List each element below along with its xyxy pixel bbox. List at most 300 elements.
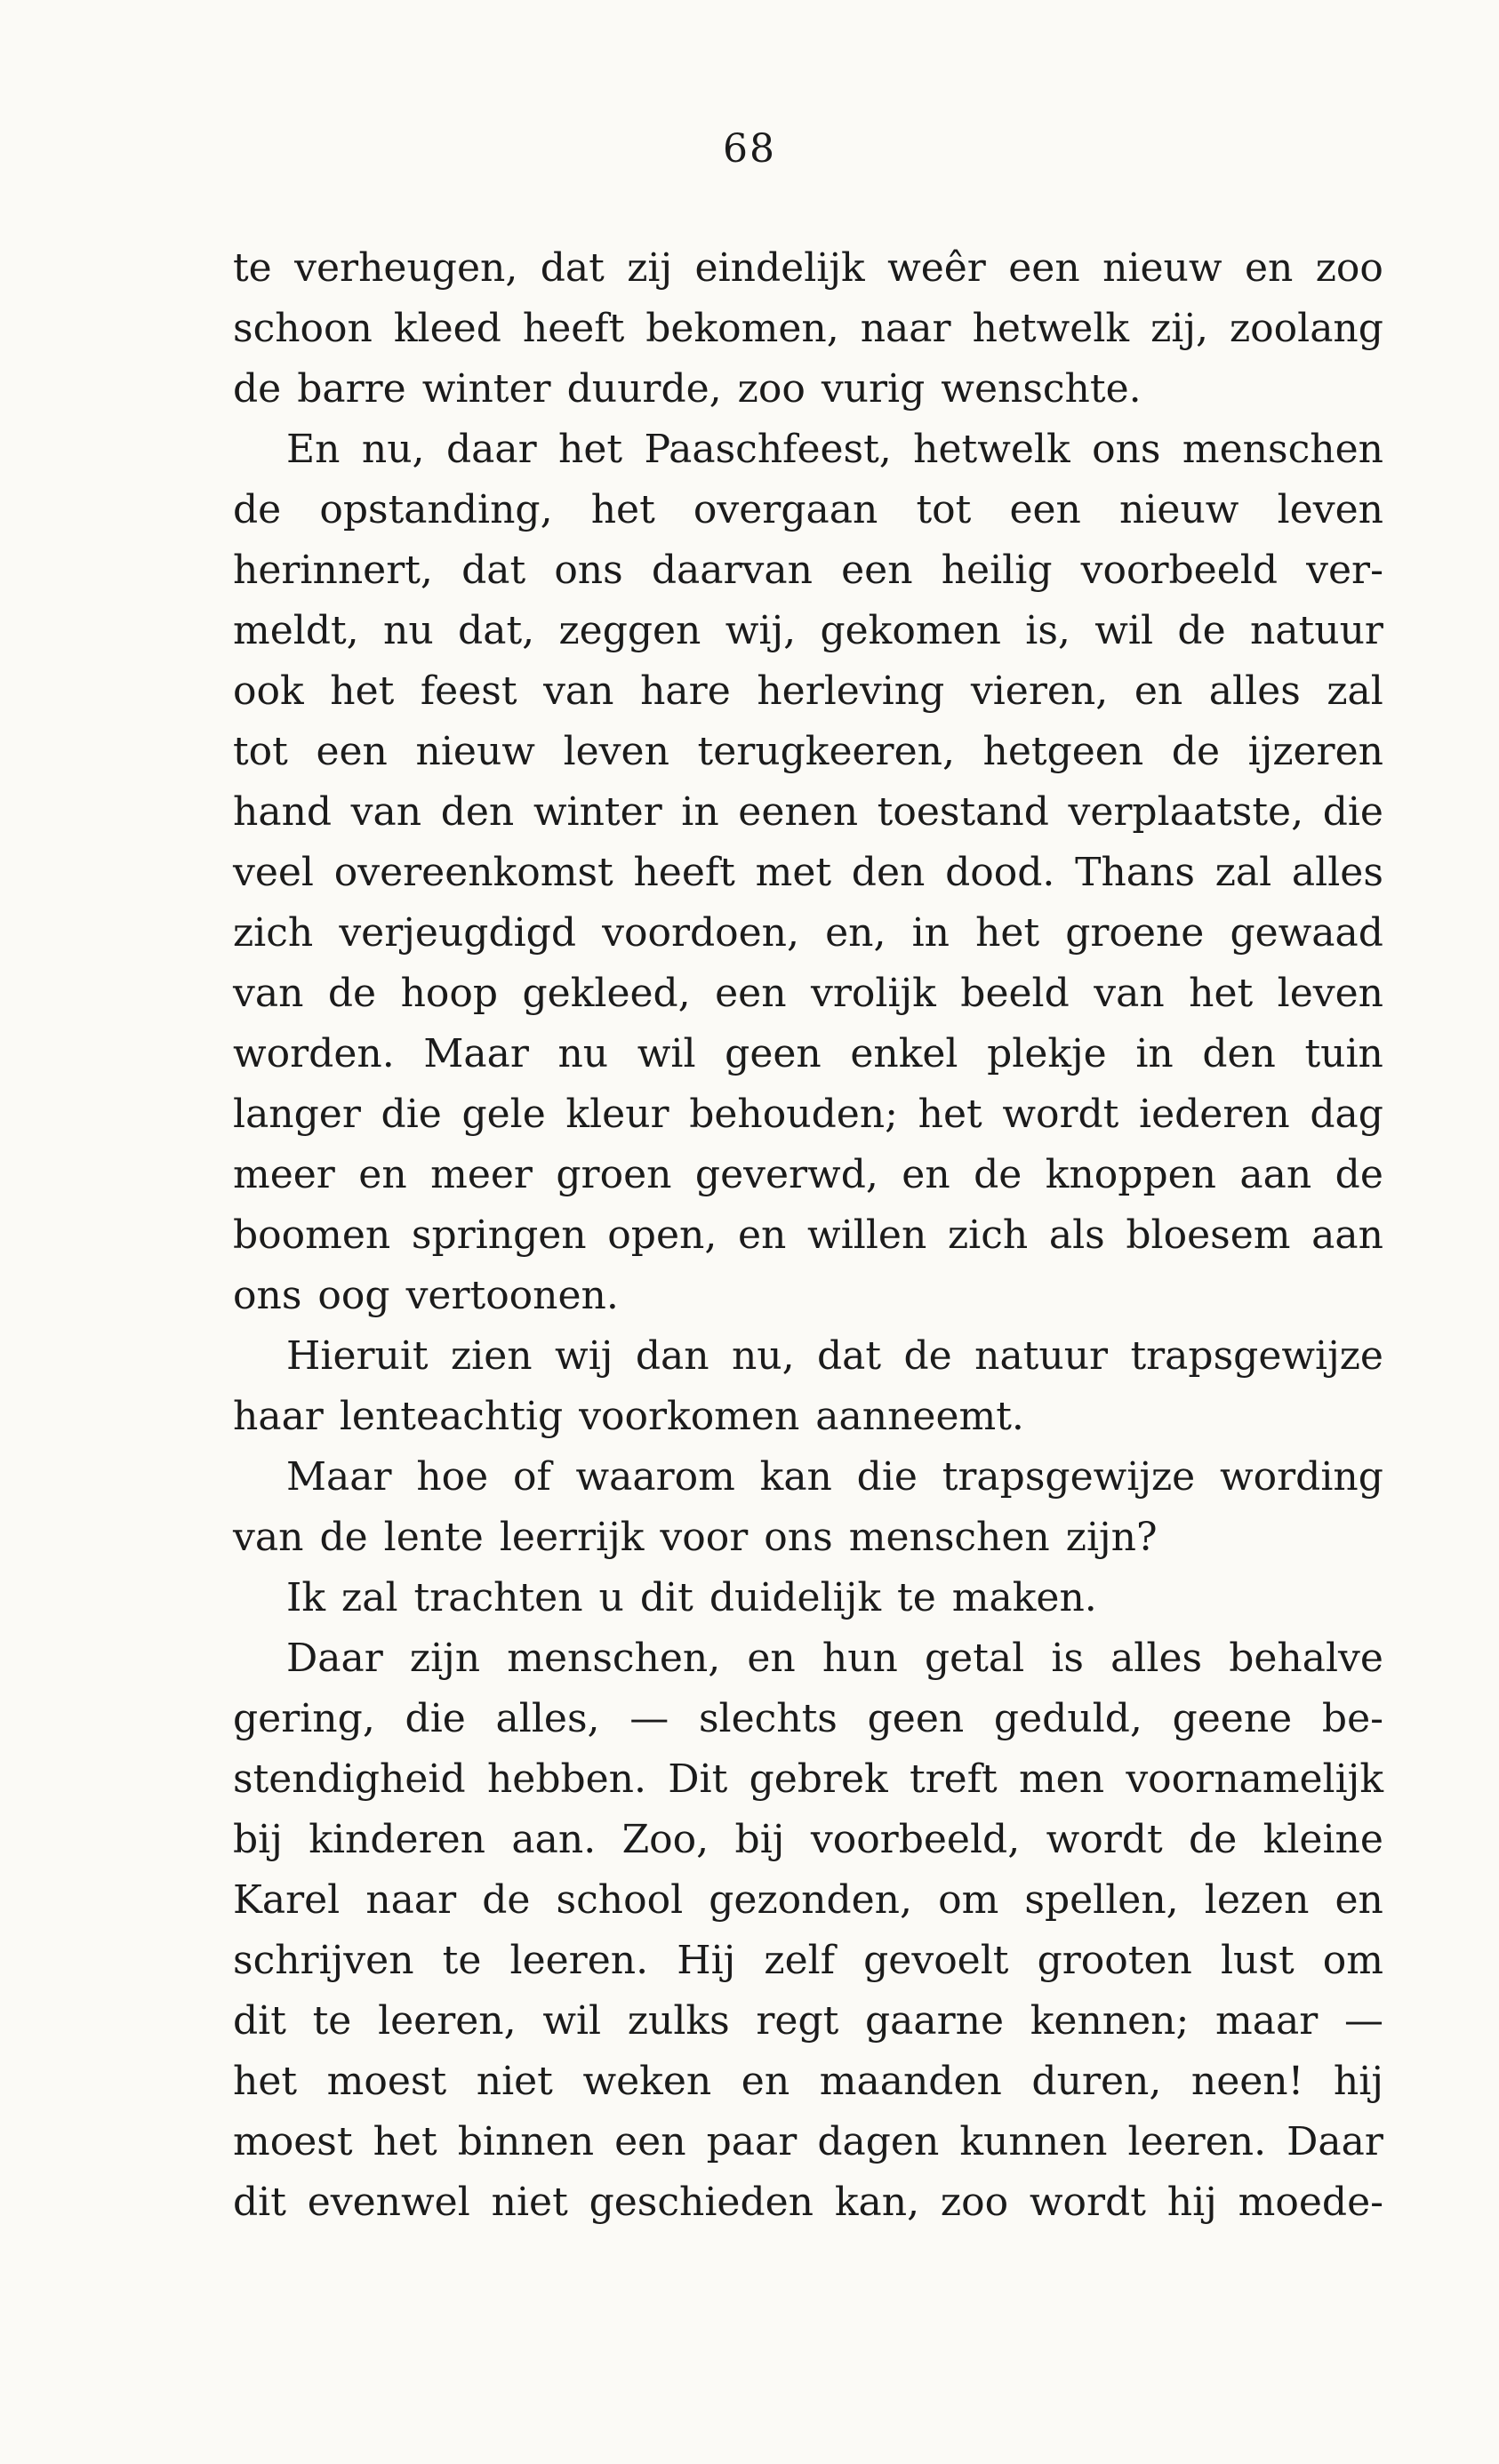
word: hun bbox=[822, 1636, 898, 1681]
word: een bbox=[715, 971, 787, 1016]
text-line bbox=[233, 1749, 1383, 1810]
word: willen bbox=[807, 1212, 927, 1258]
word: alles, bbox=[495, 1696, 600, 1741]
word: dit bbox=[233, 1998, 286, 2044]
word: meer bbox=[233, 1152, 335, 1197]
word: Karel bbox=[233, 1877, 341, 1923]
word: aanneemt. bbox=[815, 1394, 1024, 1439]
word: schrijven bbox=[233, 1938, 414, 1983]
text-line bbox=[233, 299, 1383, 359]
word: toestand bbox=[877, 789, 1049, 835]
word: springen bbox=[411, 1212, 587, 1258]
word: natuur bbox=[1249, 608, 1383, 653]
word: gaarne bbox=[865, 1998, 1005, 2044]
word: dag bbox=[1310, 1092, 1383, 1137]
word: meldt, bbox=[233, 608, 359, 653]
word: de bbox=[319, 1515, 368, 1560]
word: groen bbox=[556, 1152, 672, 1197]
text-line bbox=[233, 782, 1383, 843]
word: Maar bbox=[423, 1031, 529, 1076]
word: nu, bbox=[361, 427, 425, 472]
word: geduld, bbox=[993, 1696, 1142, 1741]
word: een bbox=[614, 2119, 686, 2164]
word: evenwel bbox=[307, 2180, 470, 2225]
word: wij bbox=[555, 1333, 613, 1379]
word: leeren. bbox=[1127, 2119, 1267, 2164]
text-line bbox=[233, 540, 1383, 601]
word: verjeugdigd bbox=[339, 910, 577, 956]
word: tot bbox=[916, 487, 972, 532]
word: herinnert, bbox=[233, 548, 433, 593]
word: hare bbox=[640, 668, 731, 714]
word: en bbox=[1134, 668, 1183, 714]
word: eenen bbox=[738, 789, 859, 835]
word: moede- bbox=[1238, 2180, 1383, 2225]
word: verplaatste, bbox=[1068, 789, 1304, 835]
word: en bbox=[737, 1212, 787, 1258]
word: ons bbox=[233, 1273, 302, 1318]
word: zal bbox=[1327, 668, 1383, 714]
word: zijn? bbox=[1065, 1515, 1158, 1560]
word: treft bbox=[909, 1756, 998, 1802]
word: knoppen bbox=[1045, 1152, 1216, 1197]
word: den bbox=[1202, 1031, 1276, 1076]
word: hand bbox=[233, 789, 333, 835]
word: geverwd, bbox=[694, 1152, 878, 1197]
word: men bbox=[1018, 1756, 1105, 1802]
word: gebrek bbox=[749, 1756, 888, 1802]
word: leven bbox=[1277, 487, 1383, 532]
word: — bbox=[629, 1696, 669, 1741]
word: kan, bbox=[834, 2180, 920, 2225]
word: kleine bbox=[1263, 1817, 1383, 1862]
word: Paaschfeest, bbox=[644, 427, 892, 472]
word: wil bbox=[1094, 608, 1154, 653]
text-line bbox=[233, 1024, 1383, 1084]
text-line bbox=[233, 722, 1383, 782]
word: den bbox=[440, 789, 515, 835]
word: voor bbox=[660, 1515, 749, 1560]
word: gekleed, bbox=[522, 971, 691, 1016]
word: menschen bbox=[1182, 427, 1383, 472]
word: eindelijk bbox=[694, 245, 865, 291]
word: alles bbox=[1110, 1636, 1203, 1681]
text-line bbox=[233, 1326, 1383, 1387]
word: in bbox=[911, 910, 950, 956]
word: het bbox=[373, 2119, 437, 2164]
word: wil bbox=[637, 1031, 696, 1076]
word: alles bbox=[1291, 850, 1383, 895]
word: Daar bbox=[286, 1636, 383, 1681]
word: — bbox=[1343, 1998, 1383, 2044]
word: dan bbox=[635, 1333, 709, 1379]
word: hoop bbox=[400, 971, 499, 1016]
word: dood. bbox=[945, 850, 1055, 895]
word: leeren, bbox=[378, 1998, 517, 2044]
word: Hij bbox=[677, 1938, 736, 1983]
word: den bbox=[851, 850, 926, 895]
word: ons bbox=[1092, 427, 1161, 472]
word: voordoen, bbox=[602, 910, 799, 956]
word: boomen bbox=[233, 1212, 391, 1258]
text-line bbox=[233, 480, 1383, 540]
word: gezonden, bbox=[709, 1877, 912, 1923]
word: opstanding, bbox=[319, 487, 553, 532]
word: lente bbox=[383, 1515, 484, 1560]
word: beeld bbox=[960, 971, 1070, 1016]
text-line bbox=[233, 1266, 1383, 1326]
word: die bbox=[405, 1696, 466, 1741]
word: lenteachtig bbox=[339, 1394, 564, 1439]
word: het bbox=[558, 427, 623, 472]
text-line bbox=[233, 1145, 1383, 1205]
word: heeft bbox=[522, 306, 625, 351]
word: iederen bbox=[1139, 1092, 1290, 1137]
word: zoolang bbox=[1229, 306, 1383, 351]
word: zal bbox=[1214, 850, 1272, 895]
word: bekomen, bbox=[645, 306, 839, 351]
word: hij bbox=[1166, 2180, 1217, 2225]
word: weêr bbox=[887, 245, 986, 291]
word: zulks bbox=[627, 1998, 730, 2044]
word: zeggen bbox=[558, 608, 701, 653]
word: maanden bbox=[819, 2059, 1002, 2104]
text-line bbox=[233, 1387, 1383, 1447]
word: de bbox=[974, 1152, 1022, 1197]
word: geen bbox=[867, 1696, 965, 1741]
word: van bbox=[233, 971, 304, 1016]
word: hebben. bbox=[486, 1756, 647, 1802]
word: trapsgewijze bbox=[942, 1454, 1196, 1500]
word: en bbox=[1244, 245, 1294, 291]
word: hetwelk bbox=[913, 427, 1070, 472]
word: neen! bbox=[1190, 2059, 1304, 2104]
word: zij bbox=[627, 245, 673, 291]
word: de bbox=[482, 1877, 531, 1923]
word: van bbox=[543, 668, 614, 714]
word: feest bbox=[420, 668, 517, 714]
word: als bbox=[1048, 1212, 1105, 1258]
word: veel bbox=[233, 850, 315, 895]
word: het bbox=[233, 2059, 298, 2104]
word: de bbox=[233, 366, 282, 412]
word: En bbox=[286, 427, 341, 472]
word: wordt bbox=[1046, 1817, 1163, 1862]
word: ons bbox=[764, 1515, 833, 1560]
word: enkel bbox=[850, 1031, 958, 1076]
word: barre bbox=[297, 366, 406, 412]
word: duren, bbox=[1031, 2059, 1162, 2104]
word: in bbox=[681, 789, 719, 835]
word: nu bbox=[557, 1031, 609, 1076]
word: dit bbox=[639, 1575, 693, 1620]
word: paar bbox=[706, 2119, 798, 2164]
word: winter bbox=[533, 789, 662, 835]
text-line bbox=[233, 1508, 1383, 1568]
word: daar bbox=[445, 427, 537, 472]
word: geen bbox=[725, 1031, 822, 1076]
word: naar bbox=[860, 306, 951, 351]
word: en bbox=[358, 1152, 407, 1197]
word: en, bbox=[825, 910, 886, 956]
word: zoo bbox=[737, 366, 806, 412]
word: om bbox=[1322, 1938, 1383, 1983]
word: worden. bbox=[233, 1031, 395, 1076]
word: maken. bbox=[951, 1575, 1097, 1620]
page-number: 68 bbox=[723, 126, 776, 172]
word: en bbox=[902, 1152, 950, 1197]
word: vieren, bbox=[970, 668, 1109, 714]
word: gekomen bbox=[820, 608, 1001, 653]
text-line bbox=[233, 843, 1383, 903]
word: zich bbox=[233, 910, 314, 956]
word: trachten bbox=[413, 1575, 583, 1620]
word: dat bbox=[540, 245, 605, 291]
word: schoon bbox=[233, 306, 373, 351]
word: Daar bbox=[1287, 2119, 1383, 2164]
word: oog bbox=[317, 1273, 390, 1318]
word: ook bbox=[233, 668, 304, 714]
word: winter bbox=[421, 366, 551, 412]
word: geene bbox=[1172, 1696, 1293, 1741]
word: met bbox=[755, 850, 832, 895]
word: ijzeren bbox=[1247, 729, 1383, 774]
word: slechts bbox=[698, 1696, 838, 1741]
word: het bbox=[1189, 971, 1254, 1016]
word: zoo bbox=[1315, 245, 1383, 291]
word: in bbox=[1135, 1031, 1174, 1076]
word: haar bbox=[233, 1394, 324, 1439]
word: niet bbox=[491, 2180, 568, 2225]
word: nieuw bbox=[415, 729, 535, 774]
word: zoo bbox=[940, 2180, 1009, 2225]
word: daarvan bbox=[651, 548, 813, 593]
word: de bbox=[1335, 1152, 1383, 1197]
word: om bbox=[938, 1877, 999, 1923]
text-line bbox=[233, 1447, 1383, 1508]
word: die bbox=[856, 1454, 918, 1500]
word: wording bbox=[1219, 1454, 1383, 1500]
word: nu bbox=[383, 608, 434, 653]
word: een bbox=[1008, 245, 1080, 291]
word: aan bbox=[1239, 1152, 1312, 1197]
word: die bbox=[381, 1092, 442, 1137]
text-line bbox=[233, 1931, 1383, 1991]
word: nieuw bbox=[1119, 487, 1239, 532]
word: voorbeeld, bbox=[810, 1817, 1021, 1862]
word: plekje bbox=[987, 1031, 1107, 1076]
text-line bbox=[233, 420, 1383, 480]
word: een bbox=[841, 548, 913, 593]
word: is bbox=[1051, 1636, 1084, 1681]
word: waarom bbox=[575, 1454, 735, 1500]
word: dat bbox=[817, 1333, 882, 1379]
word: die bbox=[1322, 789, 1383, 835]
word: te bbox=[233, 245, 272, 291]
word: wordt bbox=[1002, 1092, 1119, 1137]
word: zien bbox=[451, 1333, 533, 1379]
word: behalve bbox=[1229, 1636, 1383, 1681]
word: weken bbox=[582, 2059, 712, 2104]
word: moest bbox=[233, 2119, 353, 2164]
word: te bbox=[442, 1938, 482, 1983]
word: de bbox=[903, 1333, 952, 1379]
word: binnen bbox=[457, 2119, 595, 2164]
body-text bbox=[233, 238, 1383, 2233]
word: stendigheid bbox=[233, 1756, 466, 1802]
word: herleving bbox=[757, 668, 945, 714]
word: dagen bbox=[817, 2119, 940, 2164]
word: hetwelk bbox=[972, 306, 1130, 351]
word: terugkeeren, bbox=[697, 729, 955, 774]
word: leeren. bbox=[509, 1938, 649, 1983]
word: lust bbox=[1220, 1938, 1295, 1983]
word: leven bbox=[1277, 971, 1383, 1016]
word: u bbox=[598, 1575, 624, 1620]
text-line bbox=[233, 1810, 1383, 1870]
word: kinderen bbox=[309, 1817, 485, 1862]
word: grooten bbox=[1037, 1938, 1192, 1983]
text-line bbox=[233, 1084, 1383, 1145]
word: de bbox=[1171, 729, 1221, 774]
word: tuin bbox=[1304, 1031, 1383, 1076]
word: zelf bbox=[764, 1938, 835, 1983]
word: vurig bbox=[821, 366, 926, 412]
word: dit bbox=[233, 2180, 286, 2225]
word: en bbox=[747, 1636, 796, 1681]
word: van bbox=[233, 1515, 304, 1560]
word: hoe bbox=[416, 1454, 489, 1500]
word: zij, bbox=[1150, 306, 1208, 351]
word: wil bbox=[542, 1998, 602, 2044]
text-line bbox=[233, 1205, 1383, 1266]
word: Zoo, bbox=[621, 1817, 709, 1862]
word: dat, bbox=[458, 608, 535, 653]
word: moest bbox=[326, 2059, 447, 2104]
word: hij bbox=[1333, 2059, 1383, 2104]
word: kennen; bbox=[1030, 1998, 1190, 2044]
word: vertoonen. bbox=[405, 1273, 619, 1318]
word: een bbox=[1009, 487, 1081, 532]
word: aan bbox=[1311, 1212, 1383, 1258]
word: meer bbox=[430, 1152, 533, 1197]
word: kleur bbox=[565, 1092, 669, 1137]
word: een bbox=[316, 729, 388, 774]
word: voorbeeld bbox=[1080, 548, 1278, 593]
word: wordt bbox=[1029, 2180, 1146, 2225]
text-line bbox=[233, 1628, 1383, 1689]
word: nieuw bbox=[1102, 245, 1222, 291]
word: be- bbox=[1321, 1696, 1383, 1741]
word: behouden; bbox=[689, 1092, 898, 1137]
text-line bbox=[233, 2172, 1383, 2233]
word: Dit bbox=[668, 1756, 728, 1802]
text-line bbox=[233, 964, 1383, 1024]
word: getal bbox=[925, 1636, 1025, 1681]
word: te bbox=[312, 1998, 352, 2044]
word: overeenkomst bbox=[333, 850, 613, 895]
word: gevoelt bbox=[863, 1938, 1009, 1983]
word: leerrijk bbox=[499, 1515, 645, 1560]
word: het bbox=[590, 487, 655, 532]
word: bij bbox=[233, 1817, 283, 1862]
word: of bbox=[512, 1454, 551, 1500]
text-line bbox=[233, 359, 1383, 420]
word: de bbox=[327, 971, 377, 1016]
word: duidelijk bbox=[709, 1575, 882, 1620]
word: gele bbox=[461, 1092, 546, 1137]
word: en bbox=[1335, 1877, 1383, 1923]
word: overgaan bbox=[693, 487, 878, 532]
word: niet bbox=[476, 2059, 553, 2104]
word: hetgeen bbox=[982, 729, 1144, 774]
word: Hieruit bbox=[286, 1333, 429, 1379]
word: Ik bbox=[286, 1575, 326, 1620]
text-line bbox=[233, 2112, 1383, 2172]
word: van bbox=[1094, 971, 1165, 1016]
word: geschieden bbox=[589, 2180, 814, 2225]
word: zijn bbox=[409, 1636, 481, 1681]
word: zal bbox=[341, 1575, 398, 1620]
word: menschen bbox=[848, 1515, 1050, 1560]
text-line bbox=[233, 238, 1383, 299]
word: maar bbox=[1215, 1998, 1319, 2044]
word: regt bbox=[756, 1998, 839, 2044]
word: verheugen, bbox=[294, 245, 518, 291]
word: lezen bbox=[1204, 1877, 1310, 1923]
word: kan bbox=[759, 1454, 832, 1500]
text-line bbox=[233, 661, 1383, 722]
word: het bbox=[975, 910, 1040, 956]
text-line bbox=[233, 903, 1383, 964]
text-line bbox=[233, 1689, 1383, 1749]
word: de bbox=[1189, 1817, 1238, 1862]
word: dat bbox=[461, 548, 526, 593]
word: zich bbox=[947, 1212, 1029, 1258]
text-line bbox=[233, 1568, 1383, 1628]
word: school bbox=[556, 1877, 684, 1923]
word: Maar bbox=[286, 1454, 392, 1500]
word: het bbox=[918, 1092, 982, 1137]
word: groene bbox=[1065, 910, 1205, 956]
word: kunnen bbox=[959, 2119, 1108, 2164]
text-line bbox=[233, 601, 1383, 661]
word: alles bbox=[1208, 668, 1301, 714]
word: bij bbox=[734, 1817, 785, 1862]
word: de bbox=[1177, 608, 1226, 653]
word: te bbox=[897, 1575, 936, 1620]
word: de bbox=[233, 487, 282, 532]
word: trapsgewijze bbox=[1130, 1333, 1383, 1379]
word: aan. bbox=[511, 1817, 597, 1862]
word: vrolijk bbox=[811, 971, 936, 1016]
word: naar bbox=[365, 1877, 457, 1923]
word: heilig bbox=[941, 548, 1053, 593]
word: is, bbox=[1025, 608, 1070, 653]
word: ons bbox=[554, 548, 623, 593]
word: langer bbox=[233, 1092, 361, 1137]
word: het bbox=[330, 668, 395, 714]
word: leven bbox=[563, 729, 669, 774]
word: nu, bbox=[731, 1333, 795, 1379]
text-line bbox=[233, 1870, 1383, 1931]
word: ver- bbox=[1306, 548, 1383, 593]
word: van bbox=[350, 789, 422, 835]
word: menschen, bbox=[507, 1636, 721, 1681]
word: duurde, bbox=[566, 366, 722, 412]
word: gering, bbox=[233, 1696, 375, 1741]
text-line bbox=[233, 2052, 1383, 2112]
